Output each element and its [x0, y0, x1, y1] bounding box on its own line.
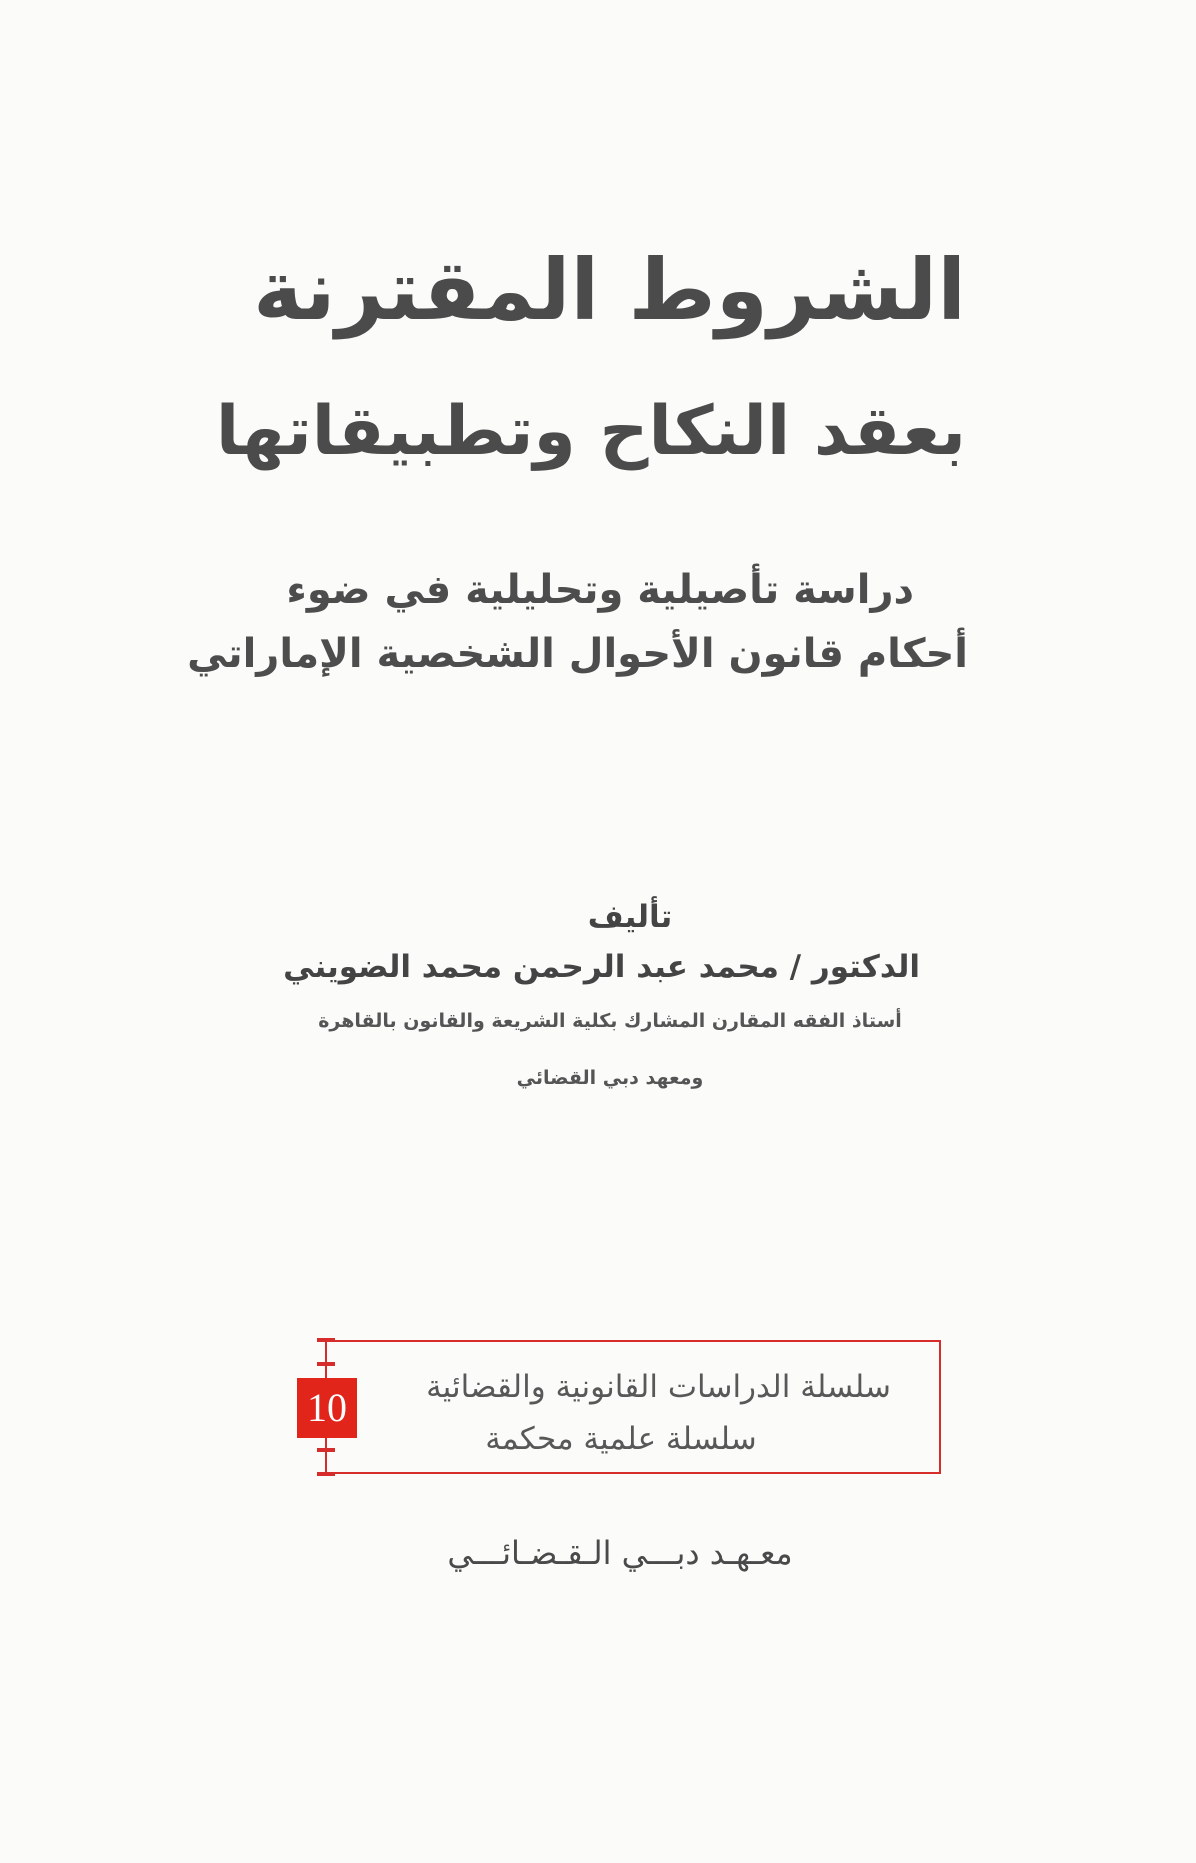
- author-institution: ومعهد دبي القضائي: [516, 1067, 704, 1089]
- series-frame-tick-bottom-mid: [317, 1448, 335, 1452]
- author-name: الدكتور / محمد عبد الرحمن محمد الضويني: [283, 949, 920, 985]
- book-subtitle: بعقد النكاح وتطبيقاتها: [215, 392, 966, 471]
- series-frame-tick-bottom: [317, 1472, 335, 1476]
- author-title: أستاذ الفقه المقارن المشارك بكلية الشريعة والقانون بالقاهرة: [318, 1010, 902, 1032]
- series-frame-tick-top-mid: [317, 1362, 335, 1366]
- series-frame-tick-top: [317, 1338, 335, 1342]
- description-line-2: أحكام قانون الأحوال الشخصية الإماراتي: [187, 631, 968, 677]
- series-number-badge: 10: [297, 1378, 357, 1438]
- description-line-1: دراسة تأصيلية وتحليلية في ضوء: [286, 567, 914, 613]
- series-type: سلسلة علمية محكمة: [485, 1421, 757, 1457]
- authorship-label: تأليف: [587, 899, 673, 935]
- book-title: الشروط المقترنة: [253, 241, 966, 339]
- series-name: سلسلة الدراسات القانونية والقضائية: [426, 1369, 891, 1405]
- publisher-name: معـهـد دبـــي الـقـضـائـــي: [447, 1534, 793, 1572]
